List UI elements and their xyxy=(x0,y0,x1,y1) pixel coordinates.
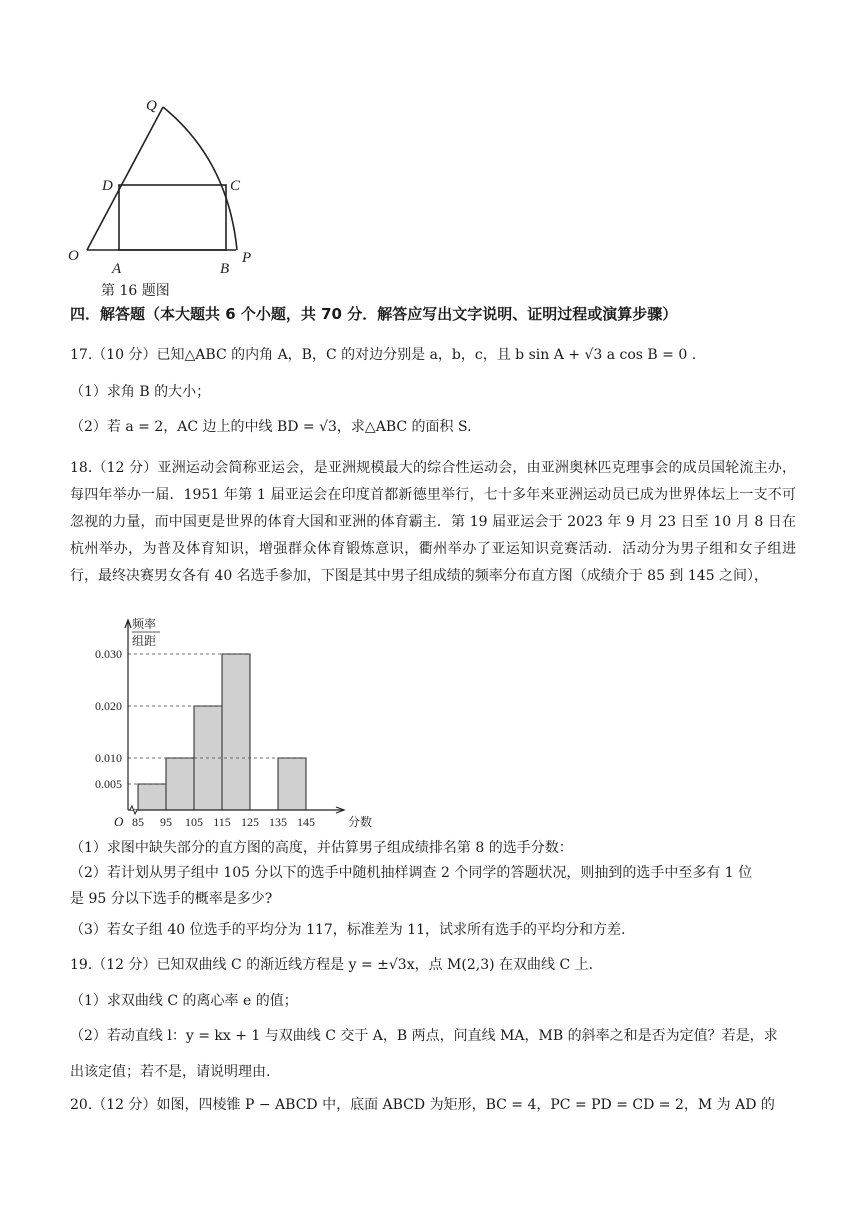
histogram-bar xyxy=(138,784,166,810)
y-tick-label: 0.005 xyxy=(95,777,122,791)
q18-part2a: （2）若计划从男子组中 105 分以下的选手中随机抽样调查 2 个同学的答题状况，则抽到的选手中至多有 1 位 xyxy=(70,865,753,881)
q18-part3: （3）若女子组 40 位选手的平均分为 117，标准差为 11，试求所有选手的平均分和方差. xyxy=(70,922,626,938)
label-c: C xyxy=(230,178,241,194)
y-tick-label: 0.020 xyxy=(95,699,122,713)
y-axis-label-bottom: 组距 xyxy=(132,634,157,648)
label-q: Q xyxy=(146,98,157,114)
axis-break xyxy=(130,806,137,814)
figure-16 xyxy=(60,90,280,290)
q17-stem: 17.（10 分）已知△ABC 的内角 A，B，C 的对边分别是 a，b，c，且 b sin A + √3 a cos B = 0 . xyxy=(70,347,697,363)
q17-part1: （1）求角 B 的大小； xyxy=(70,384,211,400)
label-b: B xyxy=(220,261,230,277)
figure-16-caption: 第 16 题图 xyxy=(101,283,170,299)
x-tick-label: 85 xyxy=(132,815,144,829)
section-heading: 四．解答题（本大题共 6 个小题，共 70 分．解答应写出文字说明、证明过程或演算步骤） xyxy=(70,305,678,323)
x-tick-label: 135 xyxy=(269,815,287,829)
x-tick-label: 105 xyxy=(185,815,203,829)
y-tick-label: 0.010 xyxy=(95,751,122,765)
q19-part1: （1）求双曲线 C 的离心率 e 的值； xyxy=(70,993,298,1009)
q17-part2: （2）若 a = 2，AC 边上的中线 BD = √3，求△ABC 的面积 S. xyxy=(70,419,472,435)
label-p: P xyxy=(242,250,252,266)
q19-part2b: 出该定值；若不是，请说明理由. xyxy=(70,1064,271,1080)
x-tick-label: 115 xyxy=(213,815,231,829)
q19-part2a: （2）若动直线 l：y = kx + 1 与双曲线 C 交于 A，B 两点，问直线 MA，MB 的斜率之和是否为定值？若是，求 xyxy=(70,1028,778,1044)
histogram-bar xyxy=(166,758,194,810)
q18-part2b: 是 95 分以下选手的概率是多少? xyxy=(70,891,273,907)
q18-stem: 18.（12 分）亚洲运动会简称亚运会，是亚洲规模最大的综合性运动会，由亚洲奥林匹克理事会的成员国轮流主办，每四年举办一届．1951 年第 1 届亚运会在印度首都新德里举行，七十多年来亚洲运动员已成为世界体坛上一支不可忽视的力量，而中国更是世界的体育大国和亚洲的体育霸主．第 19 届亚运会于 2023 年 9 月 23 日至 10 月 8 日在杭州举办，为普及体育知识，增强群众体育锻炼意识，衢州举办了亚运知识竞赛活动．活动分为男子组和女子组进行，最终决赛男女各有 40 名选手参加，下图是其中男子组成绩的频率分布直方图（成绩介于 85 到 145 之间）， xyxy=(70,460,796,584)
q18-part1: （1）求图中缺失部分的直方图的高度，并估算男子组成绩排名第 8 的选手分数： xyxy=(70,840,573,856)
label-a: A xyxy=(112,261,122,277)
y-axis-label-top: 频率 xyxy=(132,617,157,631)
x-tick-label: 125 xyxy=(241,815,259,829)
x-tick-label: 145 xyxy=(297,815,315,829)
segment-oq xyxy=(87,107,163,250)
histogram-bar xyxy=(222,654,250,810)
x-tick-label: 95 xyxy=(160,815,172,829)
x-axis-label: 分数 xyxy=(348,815,373,829)
histogram-bar xyxy=(278,758,306,810)
label-o: O xyxy=(68,248,79,264)
y-tick-label: 0.030 xyxy=(95,647,122,661)
label-d: D xyxy=(102,178,113,194)
q19-stem: 19.（12 分）已知双曲线 C 的渐近线方程是 y = ±√3x，点 M(2,3) 在双曲线 C 上. xyxy=(70,957,594,973)
rectangle-abcd xyxy=(119,185,226,250)
q20-stem: 20.（12 分）如图，四棱锥 P − ABCD 中，底面 ABCD 为矩形，BC = 4，PC = PD = CD = 2，M 为 AD 的 xyxy=(70,1097,775,1113)
histogram-chart xyxy=(68,612,373,832)
origin-label: O xyxy=(114,814,124,829)
